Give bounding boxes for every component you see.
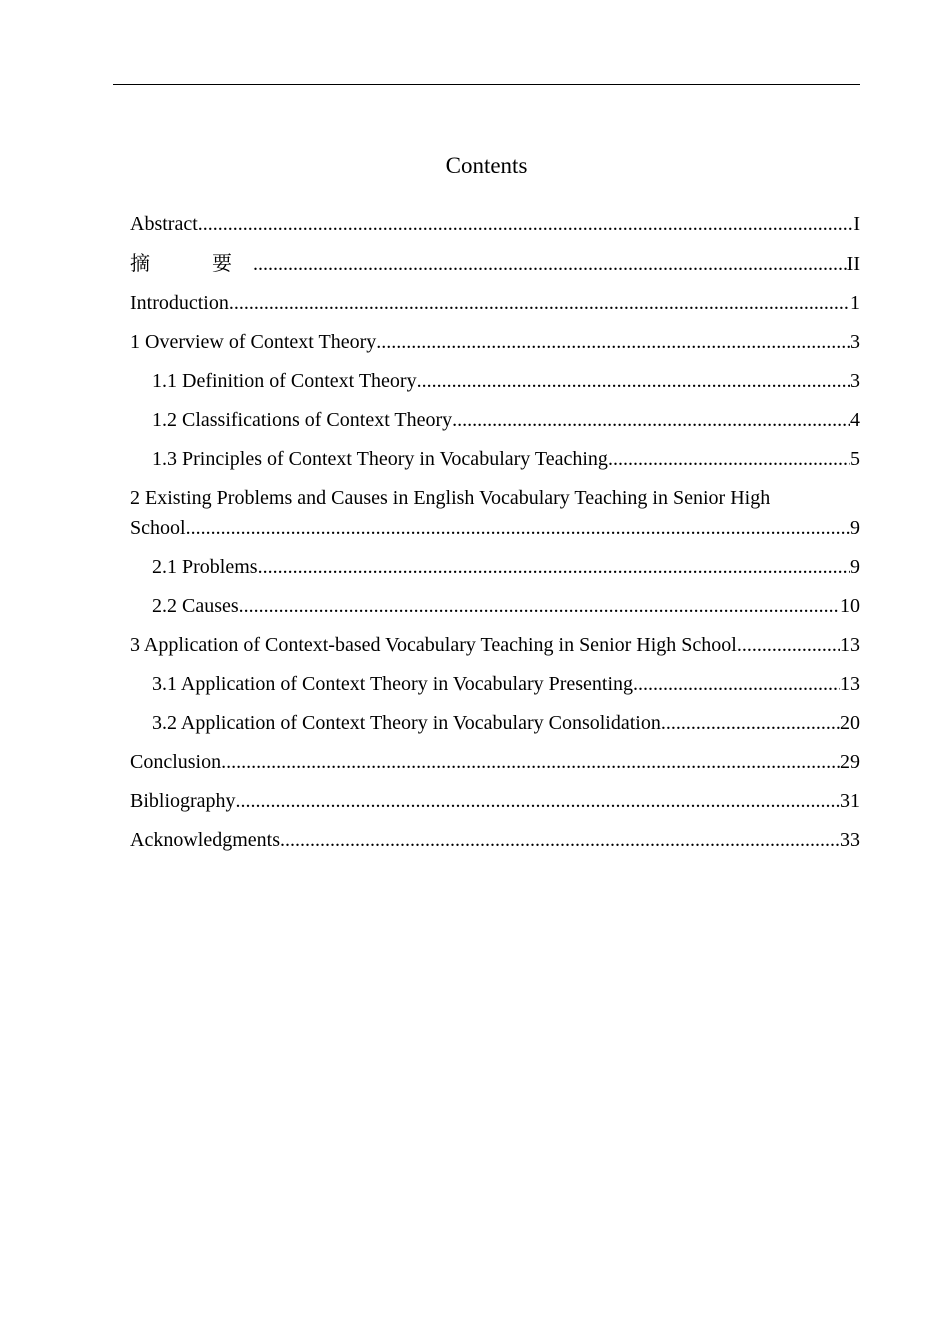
toc-entry-page: 1 <box>850 292 860 314</box>
toc-entry-section-3-2[interactable] <box>130 708 860 738</box>
toc-entry-chapter-2[interactable] <box>130 483 860 543</box>
toc-entry-page: 3 <box>850 331 860 353</box>
toc-entry-label: 3.2 Application of Context Theory in Vocabulary Consolidation <box>152 712 661 734</box>
toc-dot-leader <box>417 366 850 396</box>
toc-entry-bibliography[interactable] <box>130 786 860 816</box>
toc-entry-page: 3 <box>850 370 860 392</box>
toc-entry-label: Introduction <box>130 292 229 314</box>
toc-dot-leader <box>239 591 840 621</box>
toc-entry-chinese-abstract[interactable] <box>130 248 860 279</box>
toc-entry-acknowledgments[interactable] <box>130 825 860 855</box>
toc-entry-chapter-1[interactable] <box>130 327 860 357</box>
toc-entry-section-1-2[interactable] <box>130 405 860 435</box>
toc-entry-section-1-3[interactable] <box>130 444 860 474</box>
toc-entry-label: 2.2 Causes <box>152 595 239 617</box>
toc-entry-label-line-1: 2 Existing Problems and Causes in English Vocabulary Teaching in Senior High <box>130 487 771 509</box>
toc-dot-leader <box>198 209 854 239</box>
toc-dot-leader <box>633 669 840 699</box>
toc-entry-section-2-1[interactable] <box>130 552 860 582</box>
toc-entry-page: 13 <box>840 634 860 656</box>
toc-entry-section-3-1[interactable] <box>130 669 860 699</box>
toc-entry-label: 1.2 Classifications of Context Theory <box>152 409 453 431</box>
toc-dot-leader <box>661 708 840 738</box>
toc-dot-leader <box>376 327 850 357</box>
toc-entry-label: 1.3 Principles of Context Theory in Vocabulary Teaching <box>152 448 608 470</box>
toc-entry-label-line-2: School <box>130 517 186 539</box>
toc-entry-abstract[interactable] <box>130 209 860 239</box>
toc-entry-label: 摘 要 <box>130 251 253 275</box>
toc-dot-leader <box>221 747 840 777</box>
toc-entry-label: Acknowledgments <box>130 829 280 851</box>
toc-entry-page: 20 <box>840 712 860 734</box>
toc-entry-label: Conclusion <box>130 751 222 773</box>
toc-dot-leader <box>236 786 840 816</box>
toc-entry-section-2-2[interactable] <box>130 591 860 621</box>
toc-entry-label: Abstract <box>130 213 198 235</box>
toc-dot-leader <box>186 513 850 543</box>
toc-entry-page: 5 <box>850 448 860 470</box>
toc-dot-leader <box>280 825 840 855</box>
toc-entry-page: 9 <box>850 556 860 578</box>
toc-entry-page: 29 <box>840 751 860 773</box>
toc-dot-leader <box>258 552 850 582</box>
toc-dot-leader <box>229 288 850 318</box>
toc-entry-page: 4 <box>850 409 860 431</box>
toc-entry-label: Bibliography <box>130 790 236 812</box>
toc-entry-label: 3 Application of Context-based Vocabulary Teaching in Senior High School <box>130 634 737 656</box>
toc-entry-introduction[interactable] <box>130 288 860 318</box>
toc-entry-page: 33 <box>840 829 860 851</box>
toc-entry-label: 3.1 Application of Context Theory in Vocabulary Presenting <box>152 673 634 695</box>
toc-entry-label: 1.1 Definition of Context Theory <box>152 370 417 392</box>
toc-entry-page: 31 <box>840 790 860 812</box>
toc-dot-leader <box>253 249 847 279</box>
toc-entry-page: 10 <box>840 595 860 617</box>
toc-entry-page: II <box>846 253 860 275</box>
toc-dot-leader <box>452 405 850 435</box>
toc-entry-section-1-1[interactable] <box>130 366 860 396</box>
page-title: Contents <box>445 153 528 178</box>
toc-entry-page: I <box>853 213 860 235</box>
toc-dot-leader <box>608 444 850 474</box>
toc-entry-label: 1 Overview of Context Theory <box>130 331 377 353</box>
toc-entry-conclusion[interactable] <box>130 747 860 777</box>
table-of-contents <box>130 209 860 864</box>
toc-entry-label: 2.1 Problems <box>152 556 258 578</box>
toc-dot-leader <box>737 630 840 660</box>
toc-entry-page: 9 <box>850 517 860 539</box>
toc-entry-page: 13 <box>840 673 860 695</box>
toc-entry-chapter-3[interactable] <box>130 630 860 660</box>
header-rule <box>113 84 860 85</box>
